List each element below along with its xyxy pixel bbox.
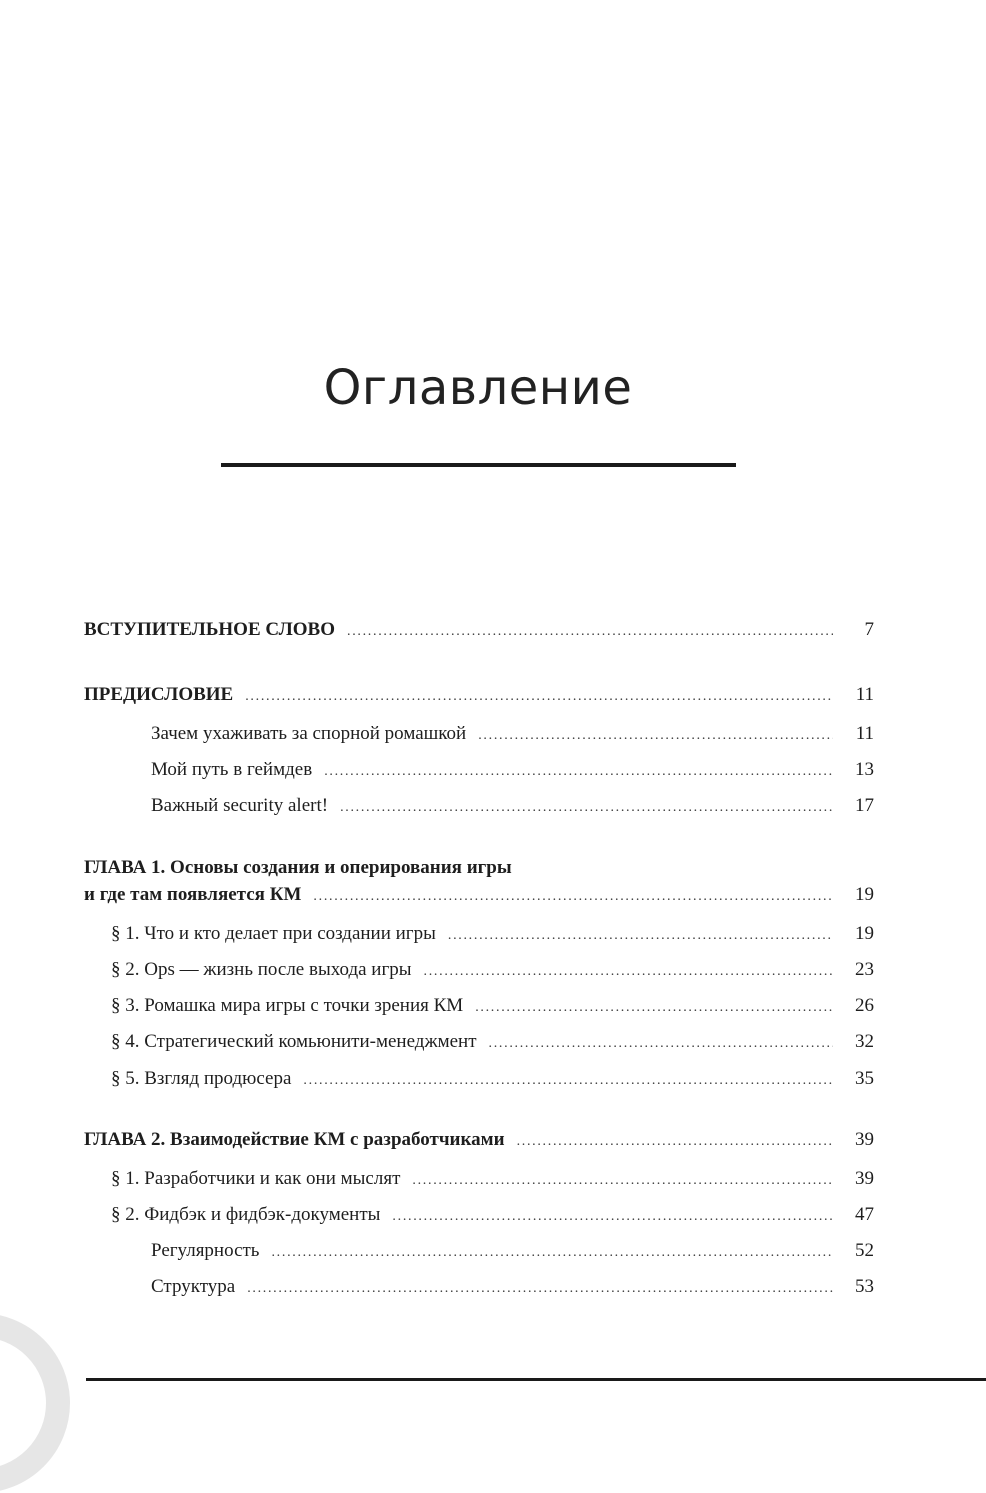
toc-entry-chapter-1-line-1[interactable]: ГЛАВА 1. Основы создания и оперирования игры <box>84 857 512 878</box>
toc-entry-label: ВСТУПИТЕЛЬНОЕ СЛОВО <box>84 619 335 640</box>
toc-page-number: 7 <box>864 619 874 640</box>
toc-dot-leader <box>271 1245 833 1261</box>
toc-dot-leader <box>324 764 833 780</box>
toc-page-number: 35 <box>855 1068 874 1089</box>
toc-dot-leader <box>448 928 833 944</box>
toc-entry-chapter-2[interactable] <box>84 1129 874 1151</box>
toc-entry-ch1-s5[interactable] <box>111 1068 874 1090</box>
toc-entry-label: и где там появляется КМ <box>84 884 302 905</box>
title-divider <box>221 463 736 467</box>
toc-entry-preface[interactable] <box>84 684 874 706</box>
toc-entry-label: Структура <box>151 1276 236 1297</box>
toc-entry-ch1-s1[interactable] <box>111 923 874 945</box>
toc-entry-ch1-s3[interactable] <box>111 995 874 1017</box>
toc-page-number: 17 <box>855 795 874 816</box>
toc-entry-label: Зачем ухаживать за спорной ромашкой <box>151 723 467 744</box>
toc-page-number: 47 <box>855 1204 874 1225</box>
toc-entry-intro-word[interactable] <box>84 619 874 641</box>
toc-entry-ch1-s2[interactable] <box>111 959 874 981</box>
toc-dot-leader <box>489 1036 833 1052</box>
toc-dot-leader <box>412 1173 833 1189</box>
toc-entry-ch1-s4[interactable] <box>111 1031 874 1053</box>
toc-page-number: 11 <box>855 684 874 705</box>
footer-divider <box>86 1378 986 1381</box>
toc-entry-label: ГЛАВА 2. Взаимодействие КМ с разработчиками <box>84 1129 505 1150</box>
toc-entry-label: Регулярность <box>151 1240 260 1261</box>
toc-page-number: 39 <box>855 1129 874 1150</box>
toc-entry-label: § 3. Ромашка мира игры с точки зрения КМ <box>111 995 464 1016</box>
toc-page-number: 39 <box>855 1168 874 1189</box>
toc-page-number: 19 <box>855 884 874 905</box>
toc-entry-label: § 1. Разработчики и как они мыслят <box>111 1168 401 1189</box>
toc-entry-label: Мой путь в геймдев <box>151 759 313 780</box>
toc-entry-structure[interactable] <box>151 1276 874 1298</box>
toc-dot-leader <box>340 800 833 816</box>
toc-dot-leader <box>517 1134 833 1150</box>
toc-entry-ch2-s1[interactable] <box>111 1168 874 1190</box>
toc-entry-ch2-s2[interactable] <box>111 1204 874 1226</box>
toc-entry-security-alert[interactable] <box>151 795 874 817</box>
toc-page-number: 26 <box>855 995 874 1016</box>
toc-entry-label: § 2. Ops — жизнь после выхода игры <box>111 959 412 980</box>
toc-dot-leader <box>478 728 833 744</box>
toc-dot-leader <box>475 1000 833 1016</box>
toc-entry-label: § 1. Что и кто делает при создании игры <box>111 923 436 944</box>
toc-page-number: 23 <box>855 959 874 980</box>
toc-page-number: 11 <box>855 723 874 744</box>
toc-entry-regularity[interactable] <box>151 1240 874 1262</box>
toc-entry-chapter-1[interactable] <box>84 884 874 906</box>
toc-entry-daisy[interactable] <box>151 723 874 745</box>
toc-dot-leader <box>313 889 833 905</box>
toc-dot-leader <box>347 624 833 640</box>
toc-dot-leader <box>303 1073 833 1089</box>
toc-page-number: 52 <box>855 1240 874 1261</box>
toc-entry-label: § 5. Взгляд продюсера <box>111 1068 292 1089</box>
toc-entry-label: § 2. Фидбэк и фидбэк-документы <box>111 1204 381 1225</box>
toc-dot-leader <box>424 964 833 980</box>
toc-entry-my-path[interactable] <box>151 759 874 781</box>
toc-dot-leader <box>245 689 833 705</box>
toc-page-number: 53 <box>855 1276 874 1297</box>
page-title: Оглавление <box>323 360 633 416</box>
toc-page-number: 13 <box>855 759 874 780</box>
toc-entry-label: ПРЕДИСЛОВИЕ <box>84 684 234 705</box>
toc-page-number: 32 <box>855 1031 874 1052</box>
toc-entry-label: § 4. Стратегический комьюнити-менеджмент <box>111 1031 477 1052</box>
corner-ring-decoration <box>0 1313 70 1493</box>
toc-entry-label: Важный security alert! <box>151 795 329 816</box>
toc-dot-leader <box>247 1281 833 1297</box>
toc-dot-leader <box>392 1209 833 1225</box>
toc-page-number: 19 <box>855 923 874 944</box>
